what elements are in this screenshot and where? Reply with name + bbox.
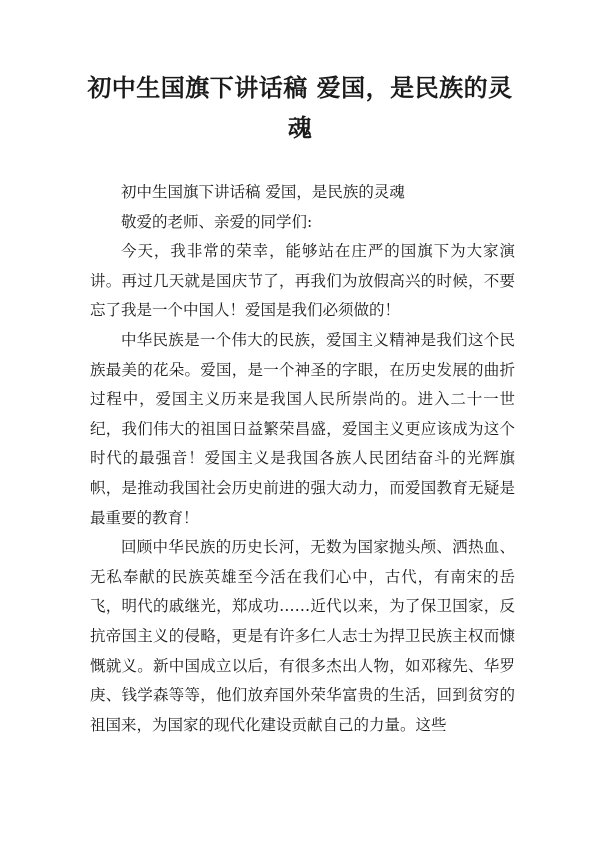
body-paragraph: 中华民族是一个伟大的民族，爱国主义精神是我们这个民族最美的花朵。爱国，是一个神圣的字眼，在历史发展的曲折过程中，爱国主义历来是我国人民所崇尚的。进入二十一世纪，我们伟大的祖国日益繁荣昌盛，爱国主义更应该成为这个时代的最强音！爱国主义是我国各族人民团结奋斗的光辉旗帜，是推动我国社会历史前进的强大动力，而爱国教育无疑是最重要的教育！	[90, 330, 515, 527]
document-body	[90, 178, 515, 740]
document-title: 初中生国旗下讲话稿 爱国，是民族的灵魂	[87, 73, 513, 142]
body-paragraph: 今天，我非常的荣幸，能够站在庄严的国旗下为大家演讲。再过几天就是国庆节了，再我们为放假高兴的时候，不要忘了我是一个中国人！爱国是我们必须做的！	[90, 242, 515, 320]
body-paragraph: 回顾中华民族的历史长河，无数为国家抛头颅、洒热血、无私奉献的民族英雄至今活在我们心中，古代，有南宋的岳飞，明代的戚继光，郑成功……近代以来，为了保卫国家，反抗帝国主义的侵略，更是有许多仁人志士为捍卫民族主权而慷慨就义。新中国成立以后，有很多杰出人物，如邓稼先、华罗庚、钱学森等等，他们放弃国外荣华富贵的生活，回到贫穷的祖国来，为国家的现代化建设贡献自己的力量。这些	[90, 538, 515, 734]
body-heading-paragraph: 初中生国旗下讲话稿 爱国，是民族的灵魂	[121, 183, 405, 201]
salutation-paragraph: 敬爱的老师、亲爱的同学们:	[121, 212, 313, 231]
